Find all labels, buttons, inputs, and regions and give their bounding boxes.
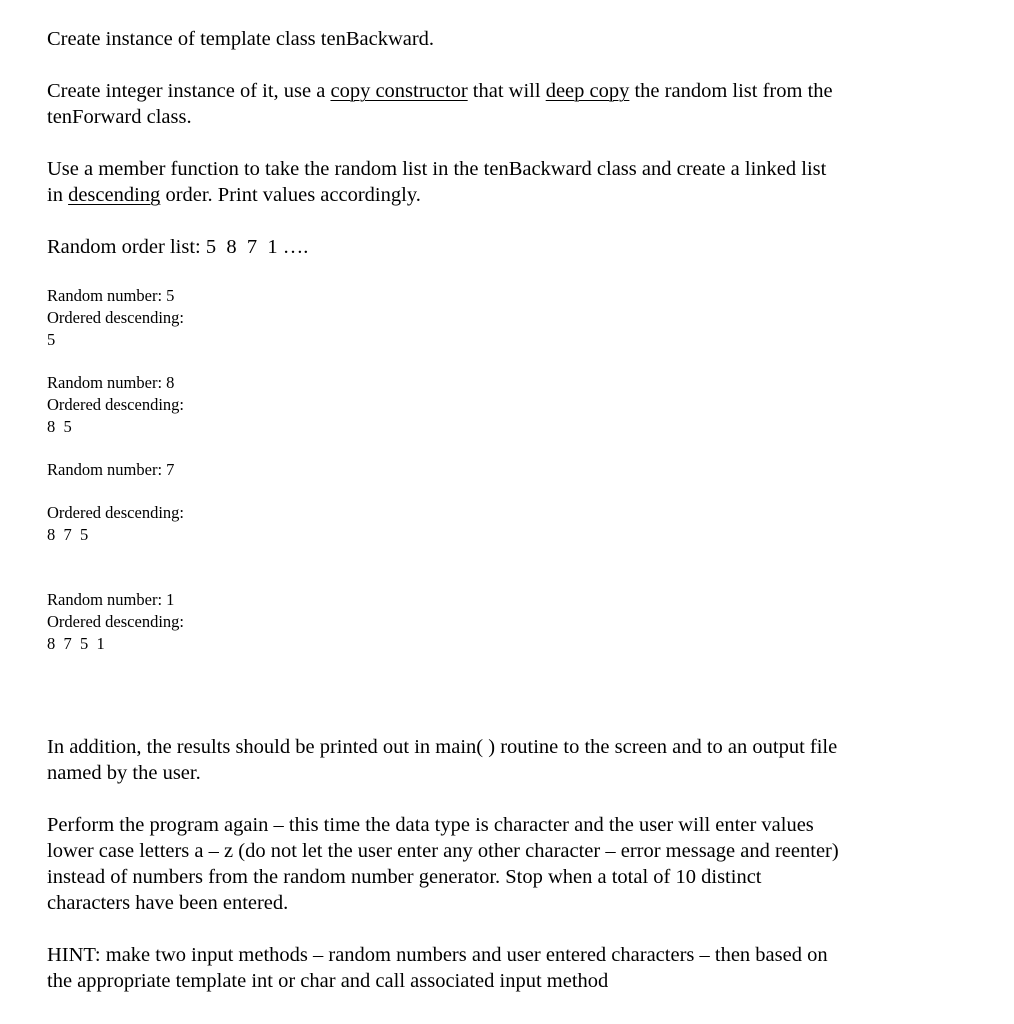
underlined-copy-constructor: copy constructor xyxy=(330,80,468,102)
underlined-deep-copy: deep copy xyxy=(545,80,630,102)
text-fragment: Create integer instance of it, use a xyxy=(47,80,331,102)
example-ordered-values-3: 8 7 5 xyxy=(47,525,89,544)
example-random-number-2: Random number: 8 xyxy=(47,373,175,392)
random-order-label: Random order list: xyxy=(47,236,201,258)
text-fragment: the random list from the xyxy=(629,80,833,102)
example-random-number-1: Random number: 5 xyxy=(47,286,175,305)
instruction-character-mode-line4: characters have been entered. xyxy=(47,892,289,914)
instruction-output-file xyxy=(47,734,947,786)
instruction-member-function xyxy=(47,156,947,208)
instruction-copy-constructor-line2: tenForward class. xyxy=(47,106,192,128)
instruction-member-function-line1: Use a member function to take the random list in the tenBackward class and create a linked list xyxy=(47,158,827,180)
example-ordered-label-1: Ordered descending: xyxy=(47,308,184,327)
text-fragment: that will xyxy=(467,80,546,102)
instruction-copy-constructor xyxy=(47,78,947,130)
example-ordered-label-4: Ordered descending: xyxy=(47,612,184,631)
example-ordered-label-2: Ordered descending: xyxy=(47,395,184,414)
example-ordered-values-4: 8 7 5 1 xyxy=(47,634,105,653)
instruction-output-file-line1: In addition, the results should be printed out in main( ) routine to the screen and to an output file xyxy=(47,736,838,758)
example-ordered-values-2: 8 5 xyxy=(47,417,72,436)
instruction-character-mode xyxy=(47,812,947,916)
example-random-number-4: Random number: 1 xyxy=(47,590,175,609)
underlined-descending: descending xyxy=(68,184,161,206)
instruction-output-file-line2: named by the user. xyxy=(47,762,201,784)
instruction-character-mode-line2: lower case letters a – z (do not let the user enter any other character – error message and reenter) xyxy=(47,840,839,862)
example-ordered-label-3: Ordered descending: xyxy=(47,503,184,522)
example-random-number-3: Random number: 7 xyxy=(47,460,175,479)
text-fragment: in xyxy=(47,184,69,206)
random-order-list xyxy=(47,234,947,260)
instruction-copy-constructor-line1 xyxy=(47,78,947,104)
instruction-hint-line1: HINT: make two input methods – random numbers and user entered characters – then based on xyxy=(47,944,828,966)
instruction-member-function-line2 xyxy=(47,182,947,208)
instruction-create-instance xyxy=(47,26,947,52)
instruction-hint xyxy=(47,942,947,994)
random-order-values: 5 8 7 1 …. xyxy=(205,236,309,258)
example-ordered-values-1: 5 xyxy=(47,330,56,349)
instruction-create-instance-text: Create instance of template class tenBackward. xyxy=(47,28,435,50)
instruction-character-mode-line1: Perform the program again – this time the data type is character and the user will enter values xyxy=(47,814,814,836)
instruction-hint-line2: the appropriate template int or char and call associated input method xyxy=(47,970,609,992)
text-fragment: order. Print values accordingly. xyxy=(160,184,421,206)
instruction-character-mode-line3: instead of numbers from the random number generator. Stop when a total of 10 distinct xyxy=(47,866,762,888)
